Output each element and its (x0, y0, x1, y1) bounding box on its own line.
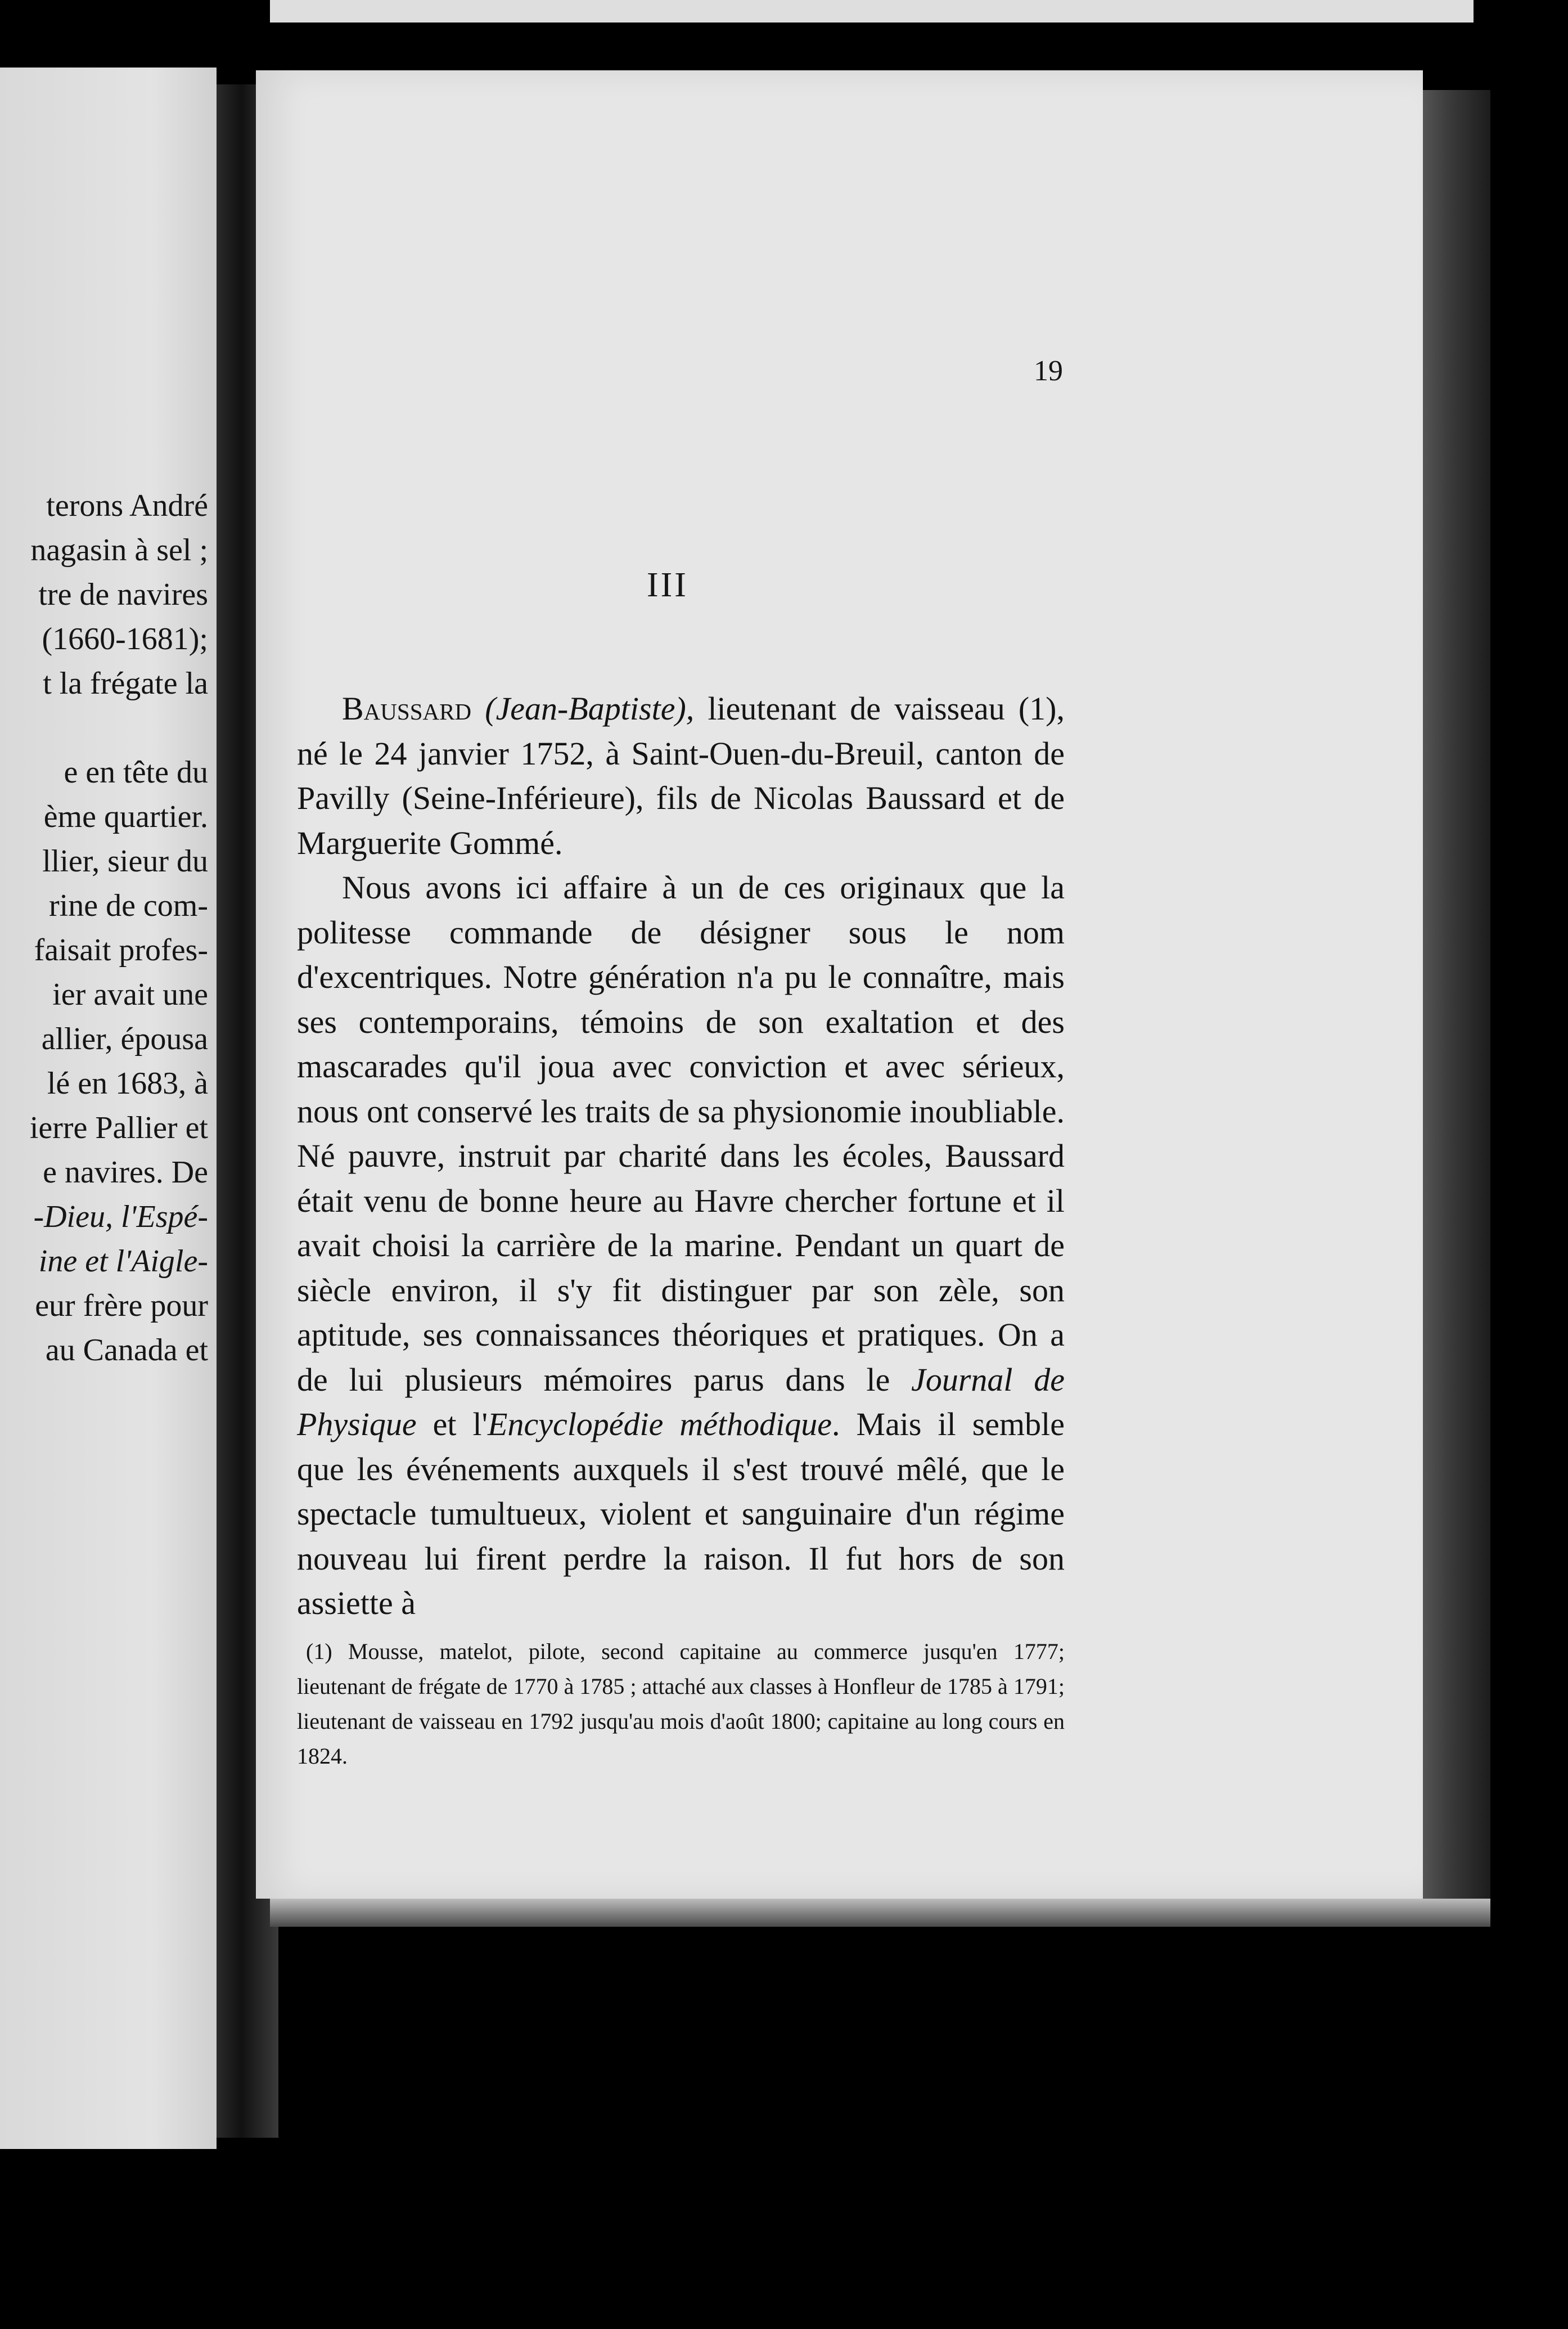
left-line-blank (0, 706, 208, 750)
surname: Baussard (342, 690, 472, 727)
left-line: faisait profes- (34, 933, 208, 968)
left-line: terons André (46, 488, 208, 523)
paragraph-2-text-a: Nous avons ici affaire à un de ces originaux que la politesse commande de désigner sous le nom d'excentriques. Notre génération n'a pu le connaître, mais ses contemporains, témoins de son exaltation et des mascarades qu'il joua avec conviction et avec sérieux, nous ont conservé les traits de sa physionomie inoubliable. Né pauvre, instruit par charité dans les écoles, Baussard était venu de bonne heure au Havre chercher fortune et il avait choisi la carrière de la marine. Pendant un quart de siècle environ, il s'y fit distinguer par son zèle, son aptitude, ses connaissances théoriques et pratiques. On a de lui plusieurs mémoires parus dans le (297, 869, 1065, 1398)
footnotes (297, 1634, 1065, 1774)
left-page (0, 68, 217, 2149)
chapter-heading: III (647, 566, 688, 604)
given-names: (Jean-Baptiste), (485, 690, 695, 727)
left-line: lé en 1683, à (47, 1066, 208, 1101)
left-line: (1660-1681); (42, 622, 208, 657)
left-page-text (0, 484, 208, 1373)
left-line: eur frère pour (35, 1288, 208, 1323)
left-line: e navires. De (43, 1155, 208, 1190)
paragraph-2 (297, 865, 1065, 1626)
left-line: tre de navires (38, 577, 208, 612)
left-line: ème quartier. (43, 799, 208, 834)
left-line: llier, sieur du (42, 844, 208, 879)
paragraph-2-text-b: et l' (416, 1406, 488, 1442)
left-line: ine et l'Aigle- (38, 1244, 208, 1279)
bottom-page-edge (270, 1899, 1490, 1927)
body-text (297, 686, 1065, 1626)
paragraph-2-text-c: . Mais il semble que les événements auxquels il s'est trouvé mêlé, que le spectacle tumultueux, violent et sanguinaire d'un régime nouveau lui firent perdre la raison. Il fut hors de son assiette à (297, 1406, 1065, 1621)
left-line: t la frégate la (43, 666, 208, 701)
right-page-edge (1423, 90, 1490, 1901)
left-line: ierre Pallier et (29, 1110, 208, 1145)
left-line: ier avait une (52, 977, 208, 1012)
left-line: nagasin à sel ; (30, 533, 208, 568)
left-line: -Dieu, l'Espé- (33, 1199, 208, 1234)
journal-title: Journal de Physique (297, 1361, 1065, 1442)
left-line: allier, épousa (41, 1022, 208, 1056)
encyclopedia-title: Encyclopédie méthodique (488, 1406, 832, 1442)
page-number: 19 (1034, 355, 1063, 387)
left-line: rine de com- (49, 888, 208, 923)
paragraph-1-text: lieutenant de vaisseau (1), né le 24 janvier 1752, à Saint-Ouen-du-Breuil, canton de Pavilly (Seine-Inférieure), fils de Nicolas Baussard et de Marguerite Gommé. (297, 690, 1065, 861)
top-page-edge (270, 0, 1474, 23)
left-line: e en tête du (64, 755, 208, 790)
footnote-1: (1) Mousse, matelot, pilote, second capitaine au commerce jusqu'en 1777; lieutenant de frégate de 1770 à 1785 ; attaché aux classes à Honfleur de 1785 à 1791; lieutenant de vaisseau en 1792 jusqu'au mois d'août 1800; capitaine au long cours en 1824. (297, 1639, 1065, 1769)
paragraph-1 (297, 686, 1065, 865)
left-line: au Canada et (45, 1333, 208, 1368)
